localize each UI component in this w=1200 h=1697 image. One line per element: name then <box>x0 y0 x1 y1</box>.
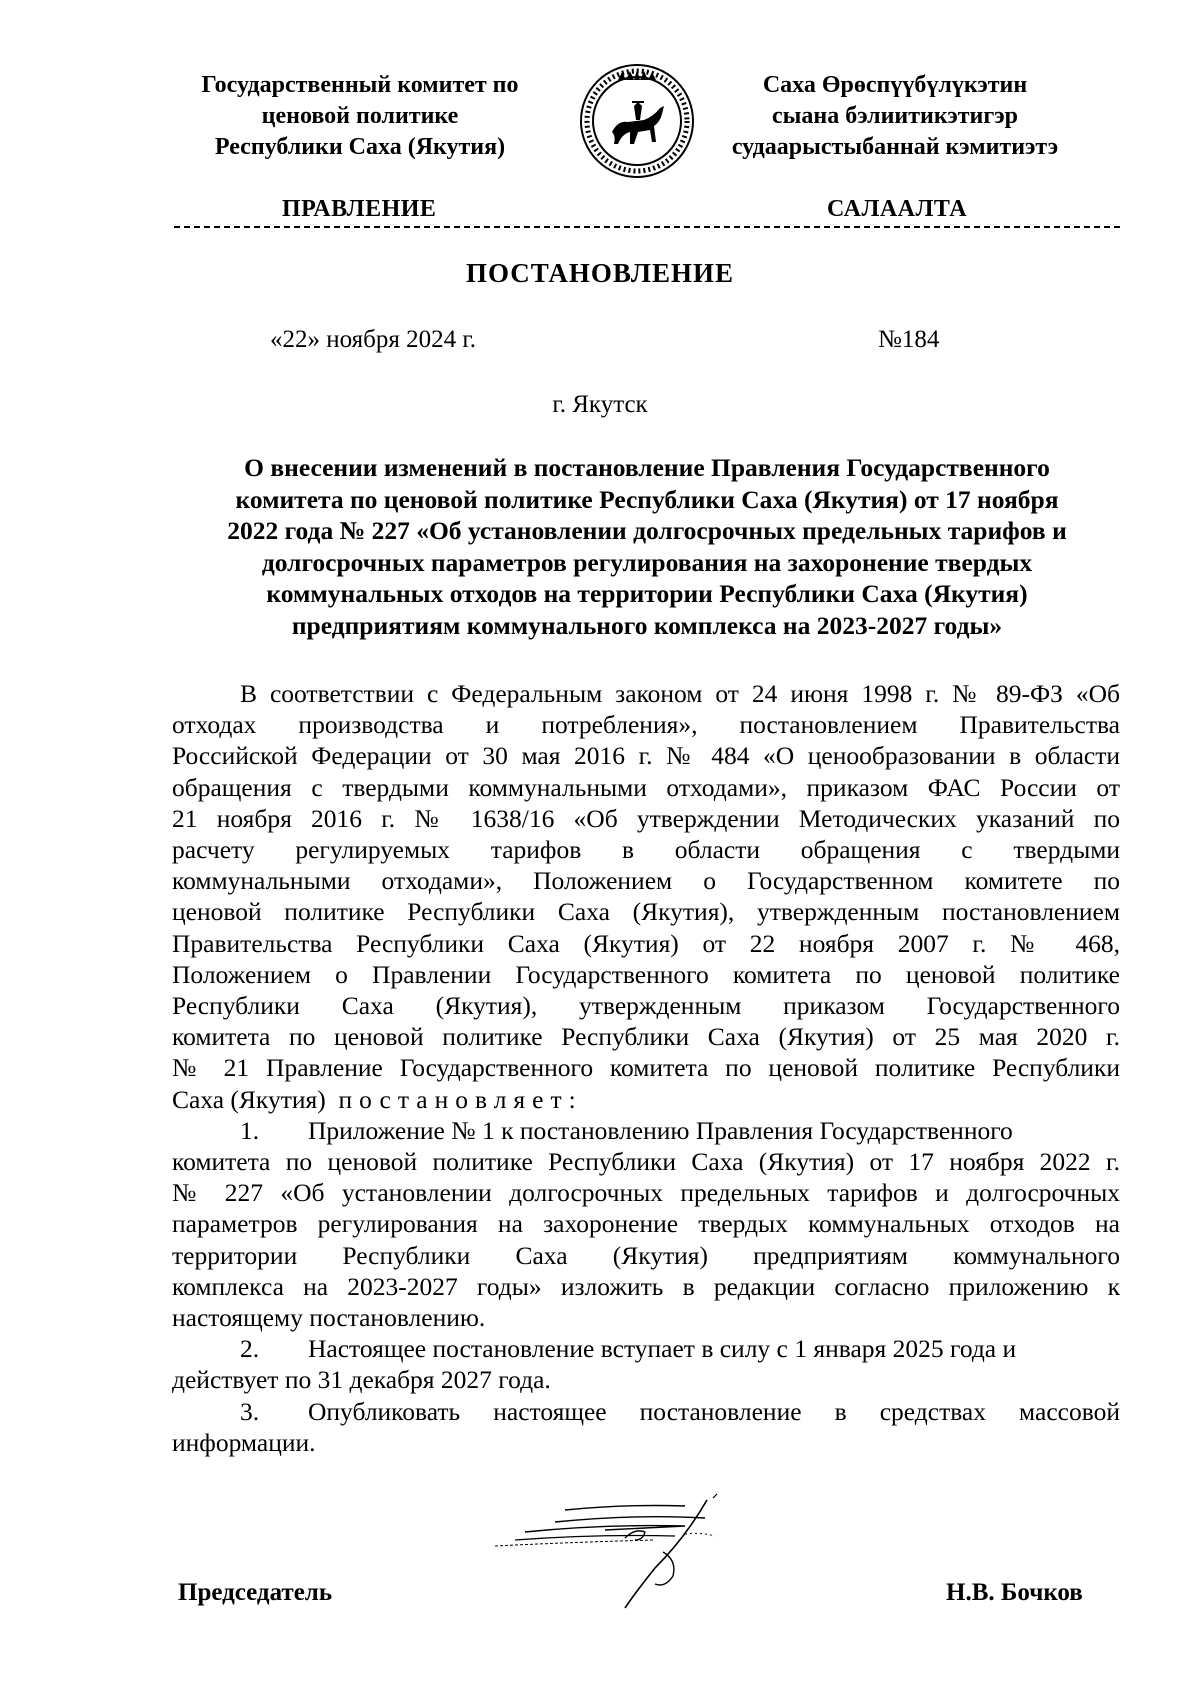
title-line: 2022 года № 227 «Об установлении долгосрочных предельных тарифов и <box>227 516 1067 545</box>
item-number: 1. <box>240 1115 260 1145</box>
org-name-line: Государственный комитет по <box>201 72 519 98</box>
item-2-first-line <box>172 1333 1120 1364</box>
preamble-line: ценовой политике Республики Саха (Якутия), утвержденным постановлением <box>172 897 1120 927</box>
preamble-line: отходах производства и потребления», постановлением Правительства <box>172 710 1120 740</box>
item-number: 3. <box>240 1396 260 1426</box>
signatory-position: Председатель <box>178 1579 333 1606</box>
item-text: Настоящее постановление вступает в силу с 1 января 2025 года и <box>308 1334 1017 1364</box>
preamble-last-text: Саха (Якутия) <box>172 1084 326 1114</box>
resolves-word: постановляет: <box>338 1084 583 1114</box>
org-name-line: Республики Саха (Якутия) <box>214 134 506 160</box>
preamble-line <box>172 1084 1120 1115</box>
item-3-first-line <box>172 1396 1120 1427</box>
item-line: комитета по ценовой политике Республики Саха (Якутия) от 17 ноября 2022 г. <box>172 1147 1120 1177</box>
document-city: г. Якутск <box>552 391 648 418</box>
title-line: предприятиям коммунального комплекса на 2023-2027 годы» <box>291 610 1003 640</box>
preamble-line: 21 ноября 2016 г. № 1638/16 «Об утверждении Методических указаний по <box>172 803 1120 833</box>
title-line: долгосрочных параметров регулирования на захоронение твердых <box>261 547 1033 577</box>
document-body <box>172 678 1120 1458</box>
org-name-line: судаарыстыбаннай кэмитиэтэ <box>731 134 1059 160</box>
document-title <box>172 452 1122 641</box>
org-name-line: ценовой политике <box>261 103 459 129</box>
document-type-heading: ПОСТАНОВЛЕНИЕ <box>465 258 735 288</box>
title-line: коммунальных отходов на территории Республики Саха (Якутия) <box>266 579 1028 608</box>
preamble-line: Правительства Республики Саха (Якутия) от 22 ноября 2007 г. № 468, <box>172 928 1120 958</box>
preamble-line: № 21 Правление Государственного комитета по ценовой политике Республики <box>172 1053 1120 1083</box>
preamble-line: В соответствии с Федеральным законом от 24 июня 1998 г. № 89-ФЗ «Об <box>240 679 1120 708</box>
item-line: № 227 «Об установлении долгосрочных предельных тарифов и долгосрочных <box>172 1178 1120 1208</box>
header-divider <box>174 226 1120 228</box>
preamble-line: обращения с твердыми коммунальными отходами», приказом ФАС России от <box>172 772 1120 802</box>
preamble-line: расчету регулируемых тарифов в области обращения с твердыми <box>172 835 1120 865</box>
signatory-name: Н.В. Бочков <box>946 1579 1083 1606</box>
handwritten-signature-icon <box>485 1488 785 1638</box>
document-number: №184 <box>878 326 940 353</box>
org-name-line: Саха Өрөспүүбүлүкэтин <box>762 72 1028 98</box>
title-line: комитета по ценовой политике Республики Саха (Якутия) от 17 ноября <box>235 484 1059 514</box>
item-text: Приложение № 1 к постановлению Правления Государственного <box>308 1115 1013 1145</box>
preamble-line: Республики Саха (Якутия), утвержденным приказом Государственного <box>172 991 1120 1021</box>
document-date: «22» ноября 2024 г. <box>270 326 477 353</box>
item-line: настоящему постановлению. <box>172 1303 486 1333</box>
item-line: территории Республики Саха (Якутия) предприятиям коммунального <box>172 1240 1120 1270</box>
item-line: действует по 31 декабря 2027 года. <box>172 1365 551 1395</box>
org-name-line: сыана бэлиитикэтигэр <box>771 103 1018 129</box>
board-label-russian: ПРАВЛЕНИЕ <box>282 196 437 222</box>
preamble-line: комитета по ценовой политике Республики Саха (Якутия) от 25 мая 2020 г. <box>172 1022 1120 1052</box>
preamble-line: коммунальными отходами», Положением о Государственном комитете по <box>172 866 1120 896</box>
title-line: О внесении изменений в постановление Правления Государственного <box>244 453 1050 482</box>
org-name-sakha <box>705 70 1085 163</box>
item-1-first-line <box>172 1115 1120 1146</box>
item-line: параметров регулирования на захоронение твердых коммунальных отходов на <box>172 1209 1120 1239</box>
board-label-sakha: САЛААЛТА <box>827 196 968 222</box>
org-name-russian <box>170 70 550 163</box>
coat-of-arms-emblem-icon <box>578 62 696 180</box>
item-number: 2. <box>240 1334 260 1364</box>
item-line: комплекса на 2023-2027 годы» изложить в редакции согласно приложению к <box>172 1271 1120 1301</box>
preamble-line: Российской Федерации от 30 мая 2016 г. № 484 «О ценообразовании в области <box>172 741 1120 771</box>
preamble-line: Положением о Правлении Государственного комитета по ценовой политике <box>172 959 1120 989</box>
item-line: информации. <box>172 1427 316 1457</box>
item-text: Опубликовать настоящее постановление в средствах массовой <box>308 1396 1120 1426</box>
